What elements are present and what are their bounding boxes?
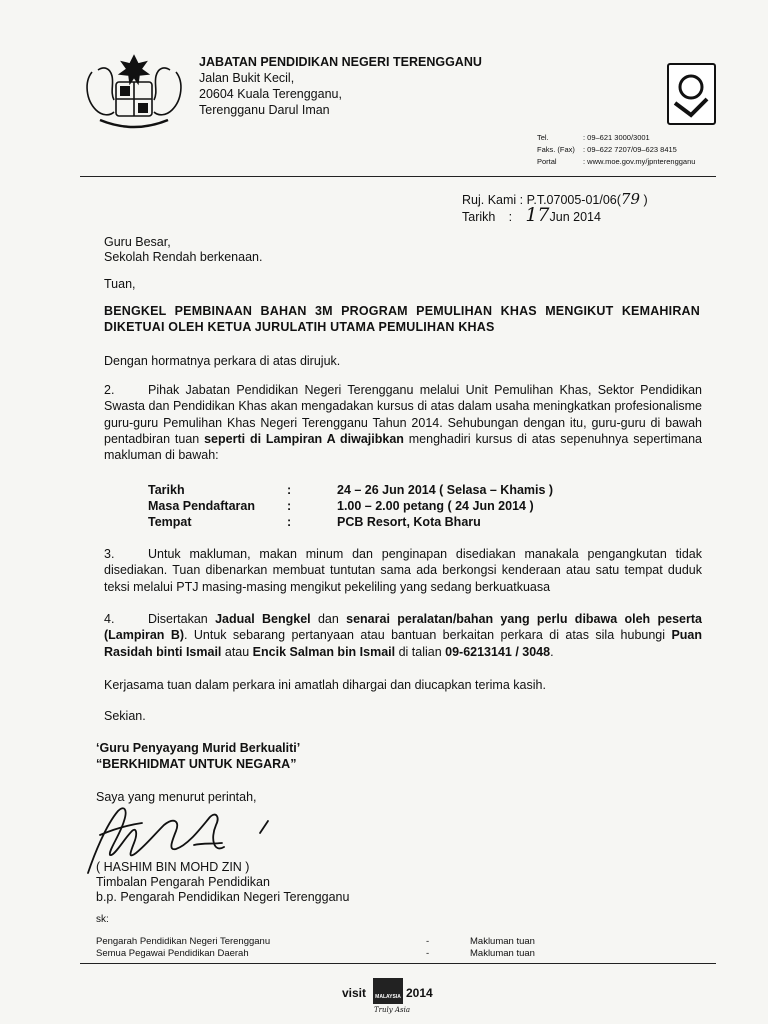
para-4-number: 4. xyxy=(104,612,115,626)
fax-value: : 09–622 7207/09–623 8415 xyxy=(583,145,677,154)
signatory-title-1: Timbalan Pengarah Pendidikan xyxy=(96,875,270,889)
visit-text: visit xyxy=(342,986,367,1000)
cc-dash-1: - xyxy=(426,936,430,947)
handwritten-ref: 79 xyxy=(620,190,641,208)
motto-1: ‘Guru Penyayang Murid Berkualiti’ xyxy=(96,741,301,755)
sekian: Sekian. xyxy=(104,709,146,723)
address-line-1: Jalan Bukit Kecil, xyxy=(199,71,295,85)
signature-intro: Saya yang menurut perintah, xyxy=(96,790,257,804)
coat-of-arms-icon xyxy=(80,52,188,134)
visit-malaysia-logo xyxy=(340,974,440,1018)
para-3: Untuk makluman, makan minum dan penginapan disediakan manakala pengangkutan tidak disediakan. Tuan dibenarkan membuat tuntutan sama ada berkongsi kenderaan atau satu tempat duduk teksi melalui PTJ masing-masing mengikut pekeliling yang sedang berkuatkuasa xyxy=(104,547,702,594)
para-2: Pihak Jabatan Pendidikan Negeri Terengganu melalui Unit Pemulihan Khas, Sektor Pendidikan Swasta dan Pendidikan Khas akan mengadakan kursus di atas dalam usaha meningkatkan profesionalisme guru-guru Pemulihan Khas Negeri Terengganu Tahun 2014. Sehubungan dengan itu, guru-guru di bawah pentadbiran tuan seperti di Lampiran A diwajibkan menghadiri kursus di atas sepenuhnya sepertimana makluman di bawah: xyxy=(104,383,702,463)
tel-label: Tel. xyxy=(537,133,549,142)
cc-dash-2: - xyxy=(426,948,430,959)
salutation: Tuan, xyxy=(104,277,136,291)
footer-divider xyxy=(80,963,716,964)
subject-line-1: BENGKEL PEMBINAAN BAHAN 3M PROGRAM PEMULIHAN KHAS MENGIKUT KEMAHIRAN xyxy=(104,304,700,318)
para-3-number: 3. xyxy=(104,547,115,561)
sector-logo-icon xyxy=(667,63,716,125)
handwritten-day: 17 xyxy=(525,204,550,226)
para-4: Disertakan Jadual Bengkel dan senarai peralatan/bahan yang perlu dibawa oleh peserta (Lampiran B). Untuk sebarang pertanyaan atau bantuan berkaitan perkara di atas sila hubungi Puan Rasidah binti Ismail atau Encik Salman bin Ismail di talian 09-6213141 / 3048. xyxy=(104,612,702,659)
recipient-line-2: Sekolah Rendah berkenaan. xyxy=(104,250,263,264)
malaysia-flag-icon: MALAYSIA xyxy=(373,978,403,1004)
subject-line-2: DIKETUAI OLEH KETUA JURULATIH UTAMA PEMULIHAN KHAS xyxy=(104,320,495,334)
cc-label: sk: xyxy=(96,914,109,925)
tagline-text: Truly Asia xyxy=(374,1006,411,1014)
motto-2: “BERKHIDMAT UNTUK NEGARA” xyxy=(96,757,297,771)
intro-line: Dengan hormatnya perkara di atas dirujuk. xyxy=(104,354,341,368)
address-line-3: Terengganu Darul Iman xyxy=(199,103,330,117)
portal-value: : www.moe.gov.my/jpnterengganu xyxy=(583,157,696,166)
header-divider xyxy=(80,176,716,177)
org-name: JABATAN PENDIDIKAN NEGERI TERENGGANU xyxy=(199,55,482,69)
cc-note-2: Makluman tuan xyxy=(470,948,535,959)
year-text: 2014 xyxy=(406,986,433,1000)
letter-date: Tarikh : 17Jun 2014 xyxy=(462,204,601,226)
portal-label: Portal xyxy=(537,157,557,166)
signatory-name: ( HASHIM BIN MOHD ZIN ) xyxy=(96,860,250,874)
letter-page: JABATAN PENDIDIKAN NEGERI TERENGGANU Jalan Bukit Kecil, 20604 Kuala Terengganu, Terengganu Darul Iman Tel. : 09–621 3000/3001 Faks. (Fax) : 09–622 7207/09–623 8415 Portal : www.moe.gov.my/jpnterengganu Ruj. Kami : P.T.07005-01/06(79 ) Tarikh : 17Jun 2014 Guru Besar, Sekolah Rendah berkenaan. Tuan, BENGKEL PEMBINAAN BAHAN 3M PROGRAM PEMULIHAN KHAS MENGIKUT KEMAHIRAN DIKETUAI OLEH KETUA JURULATIH UTAMA PEMULIHAN KHAS Dengan hormatnya perkara di atas dirujuk. 2. Pihak Jabatan Pendidikan Negeri Terengganu melalui Unit Pemulihan Khas, Sektor Pendidikan Swasta dan Pendidikan Khas akan mengadakan kursus di atas dalam usaha meningkatkan profesionalisme guru-guru Pemulihan Khas Negeri Terengganu Tahun 2014. Sehubungan dengan itu, guru-guru di bawah pentadbiran tuan seperti di Lampiran A diwajibkan menghadiri kursus di atas sepenuhnya sepertimana makluman di bawah: Tarikh : 24 – 26 Jun 2014 ( Selasa – Khamis ) Masa Pendaftaran : 1.00 – 2.00 petang ( 24 Jun 2014 ) Tempat : PCB Resort, Kota Bharu 3. Untuk makluman, makan minum dan penginapan disediakan manakala pengangkutan tidak disediakan. Tuan dibenarkan membuat tuntutan sama ada berkongsi kenderaan atau satu tempat duduk teksi melalui PTJ masing-masing mengikut pekeliling yang sedang berkuatkuasa 4. Disertakan Jadual Bengkel dan senarai peralatan/bahan yang perlu dibawa oleh peserta (Lampiran B). Untuk sebarang pertanyaan atau bantuan berkaitan perkara di atas sila hubungi Puan Rasidah binti Ismail atau Encik Salman bin Ismail di talian 09-6213141 / 3048. Kerjasama tuan dalam perkara ini amatlah dihargai dan diucapkan terima kasih. Sekian. ‘Guru Penyayang Murid Berkualiti’ “BERKHIDMAT UNTUK NEGARA” Saya yang menurut perintah, ( HASHIM BIN MOHD ZIN ) Timbalan Pengarah Pendidikan b.p. Pengarah Pendidikan Negeri Terengganu sk: Pengarah Pendidikan Negeri Terengganu - Makluman tuan Semua Pegawai Pendidikan Daerah - Makluman tuan visit MALAYSIA 2014 Truly Asia xyxy=(0,0,768,1024)
address-line-2: 20604 Kuala Terengganu, xyxy=(199,87,342,101)
tel-value: : 09–621 3000/3001 xyxy=(583,133,650,142)
signatory-title-2: b.p. Pengarah Pendidikan Negeri Terengganu xyxy=(96,890,350,904)
reference-number: Ruj. Kami : P.T.07005-01/06(79 ) xyxy=(462,190,648,208)
cc-recipient-2: Semua Pegawai Pendidikan Daerah xyxy=(96,948,249,959)
fax-label: Faks. (Fax) xyxy=(537,145,575,154)
cc-note-1: Makluman tuan xyxy=(470,936,535,947)
closing-line: Kerjasama tuan dalam perkara ini amatlah dihargai dan diucapkan terima kasih. xyxy=(104,678,546,692)
cc-recipient-1: Pengarah Pendidikan Negeri Terengganu xyxy=(96,936,271,947)
para-2-number: 2. xyxy=(104,383,115,397)
recipient-line-1: Guru Besar, xyxy=(104,235,171,249)
